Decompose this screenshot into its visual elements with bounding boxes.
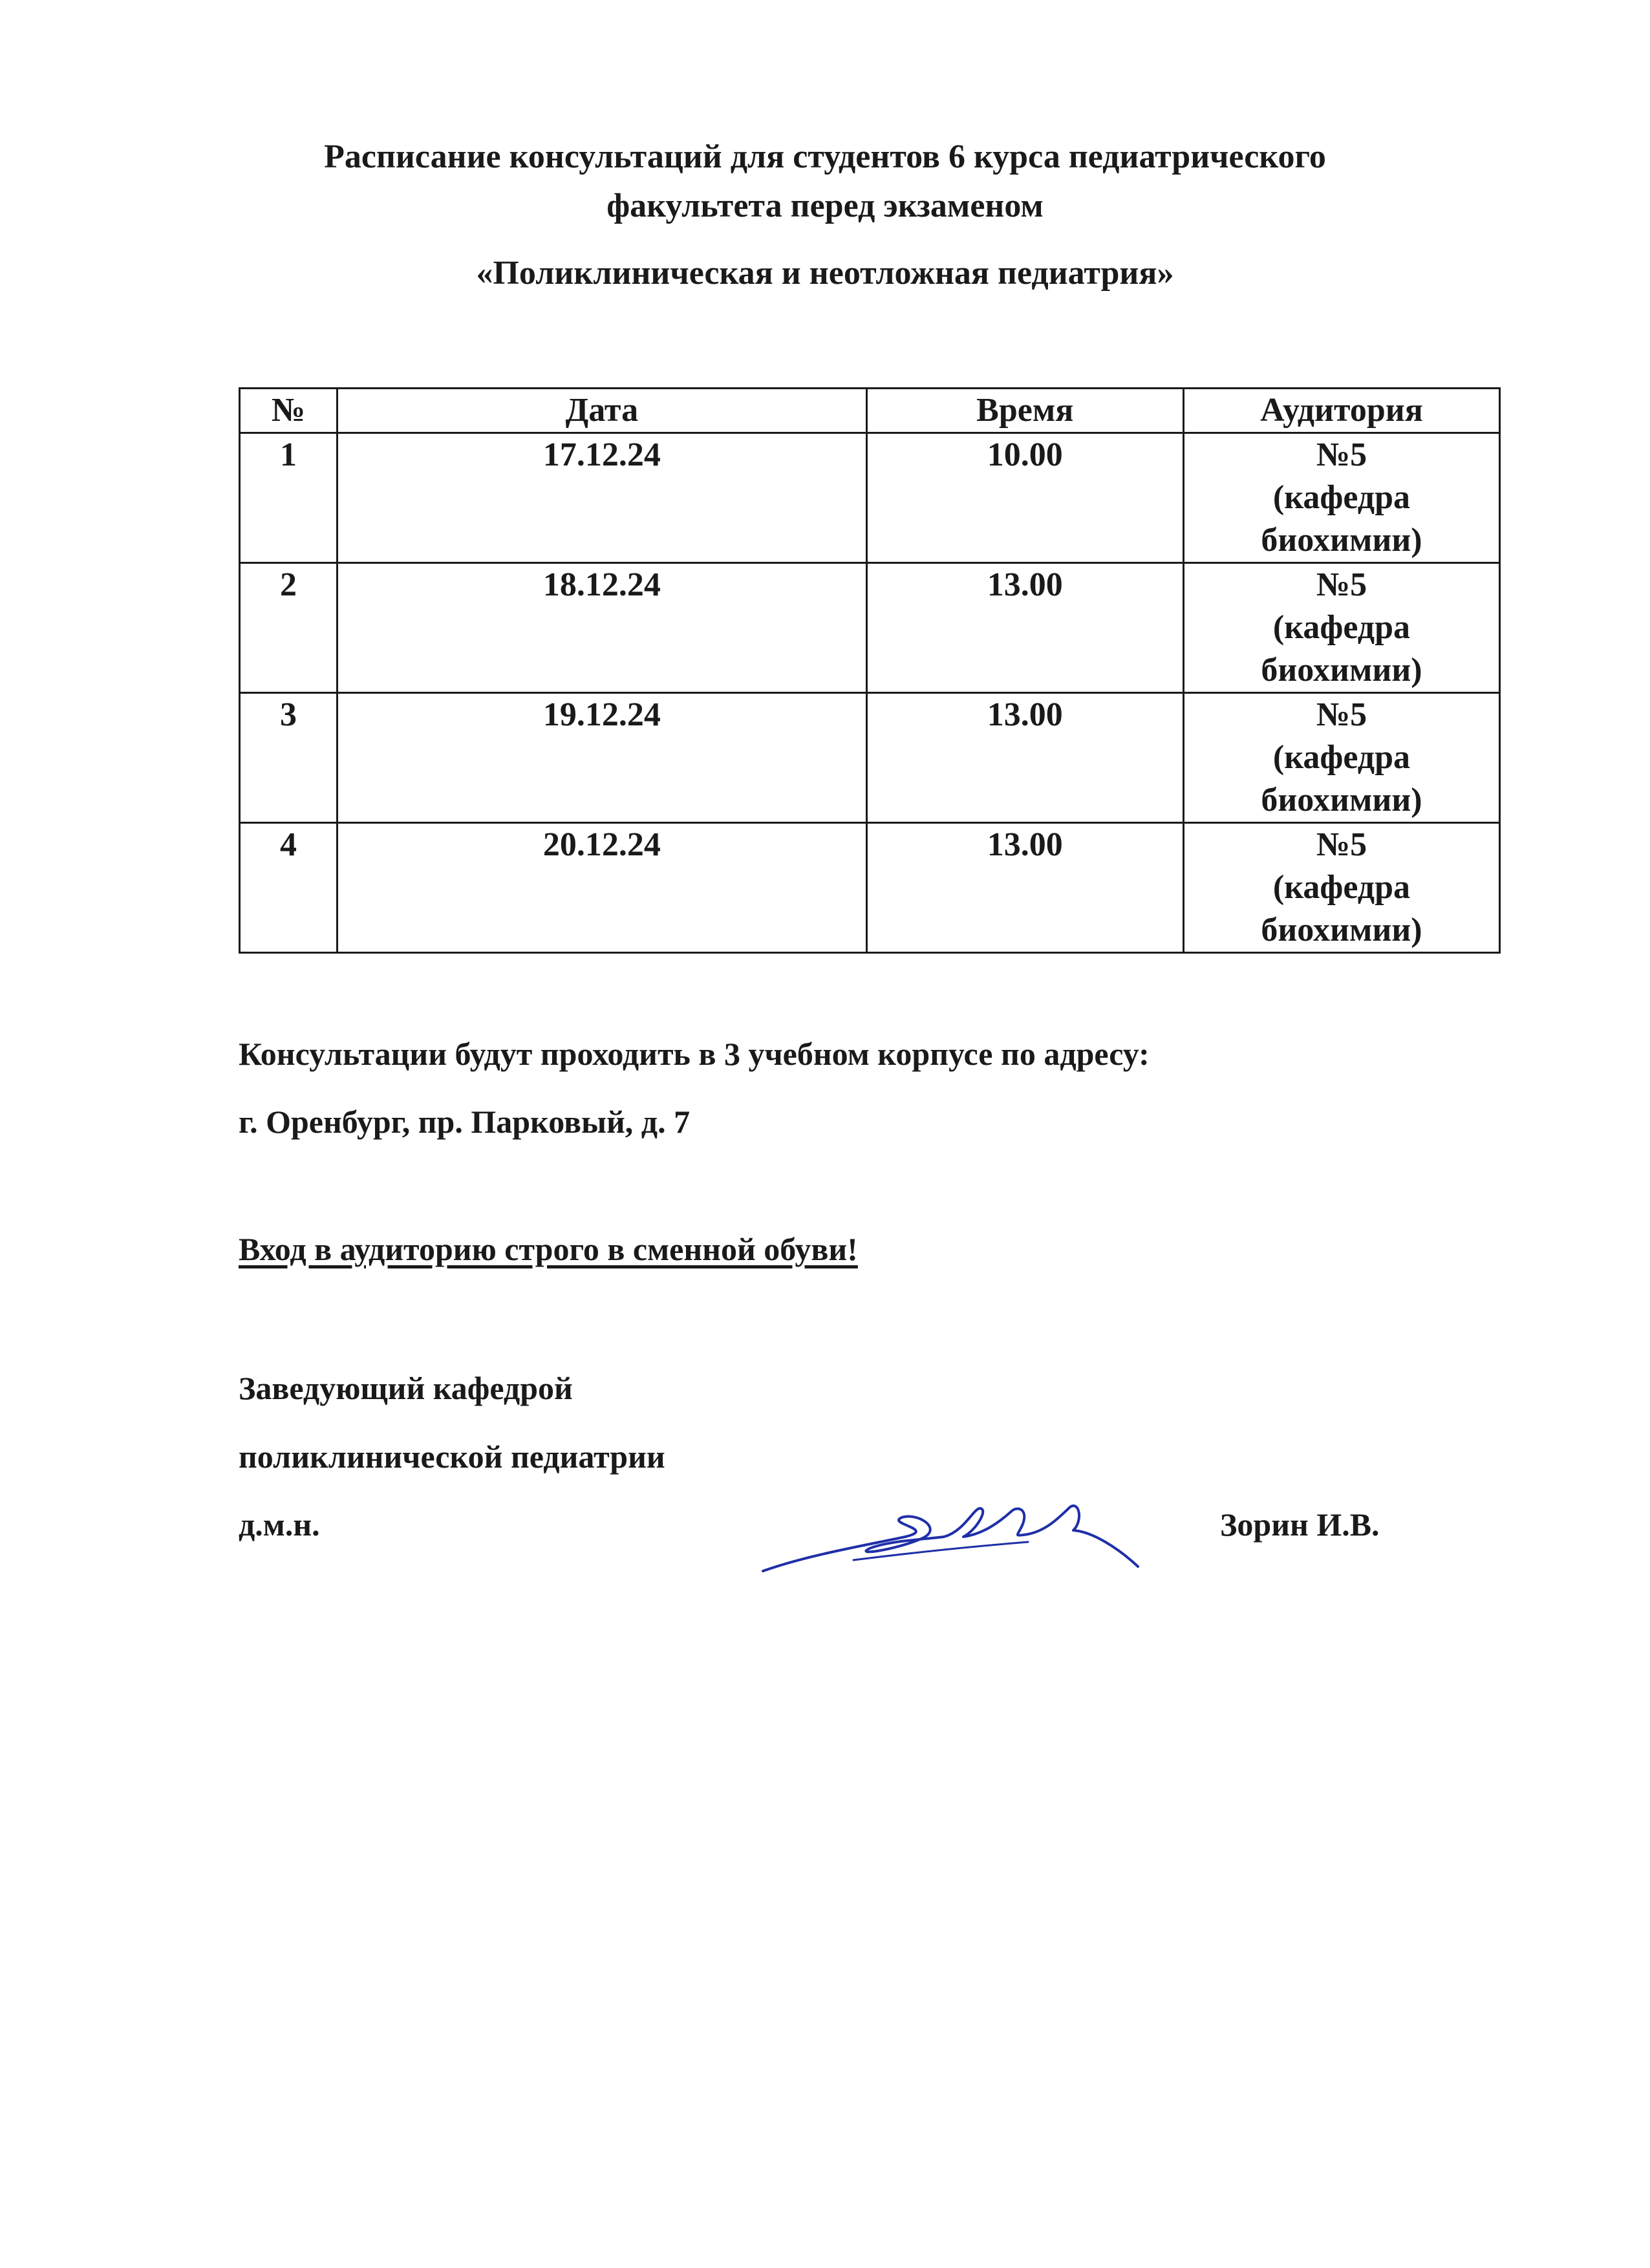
header-date: Дата [337,389,866,433]
header-room: Аудитория [1183,389,1499,433]
header-time: Время [866,389,1183,433]
room-dept-line-2: биохимии) [1261,652,1422,689]
handwritten-signature [756,1484,1144,1581]
row-number: 4 [240,823,338,953]
row-room [1183,563,1499,693]
row-date: 19.12.24 [337,693,866,823]
row-time: 13.00 [866,693,1183,823]
address-intro: Консультации будут проходить в 3 учебном корпусе по адресу: [239,1036,1150,1072]
row-room [1183,433,1499,563]
room-number: №5 [1316,436,1367,473]
table-row [240,823,1500,953]
room-dept-line-1: (кафедра [1272,869,1411,906]
row-time: 10.00 [866,433,1183,563]
signatory-role-line-2: поликлинической педиатрии [239,1439,665,1475]
table-row [240,433,1500,563]
schedule-table [239,387,1501,954]
row-number: 1 [240,433,338,563]
signatory-name: Зорин И.В. [1220,1506,1380,1543]
document-subject-title: «Поликлиническая и неотложная педиатрия» [476,255,1174,292]
table-row [240,563,1500,693]
row-date: 17.12.24 [337,433,866,563]
room-dept-line-2: биохимии) [1261,522,1422,559]
address-line: г. Оренбург, пр. Парковый, д. 7 [239,1104,691,1140]
header-number: № [240,389,338,433]
row-room [1183,693,1499,823]
room-number: №5 [1316,566,1367,603]
room-dept-line-1: (кафедра [1272,479,1411,516]
room-dept-line-2: биохимии) [1261,912,1422,948]
document-title-line-2: факультета перед экзаменом [606,187,1044,224]
row-number: 2 [240,563,338,693]
room-number: №5 [1316,696,1367,733]
row-time: 13.00 [866,563,1183,693]
signatory-role-line-1: Заведующий кафедрой [239,1370,573,1406]
room-number: №5 [1316,826,1367,863]
room-dept-line-1: (кафедра [1272,609,1411,646]
room-dept-line-1: (кафедра [1272,739,1411,776]
table-header-row [240,389,1500,433]
row-date: 18.12.24 [337,563,866,693]
row-number: 3 [240,693,338,823]
table-row [240,693,1500,823]
room-dept-line-2: биохимии) [1261,782,1422,818]
signatory-degree: д.м.н. [239,1506,320,1543]
signature-stroke [763,1506,1138,1571]
row-time: 13.00 [866,823,1183,953]
shoe-notice: Вход в аудиторию строго в сменной обуви! [239,1231,858,1267]
document-title-line-1: Расписание консультаций для студентов 6 курса педиатрического [324,138,1326,175]
row-room [1183,823,1499,953]
row-date: 20.12.24 [337,823,866,953]
